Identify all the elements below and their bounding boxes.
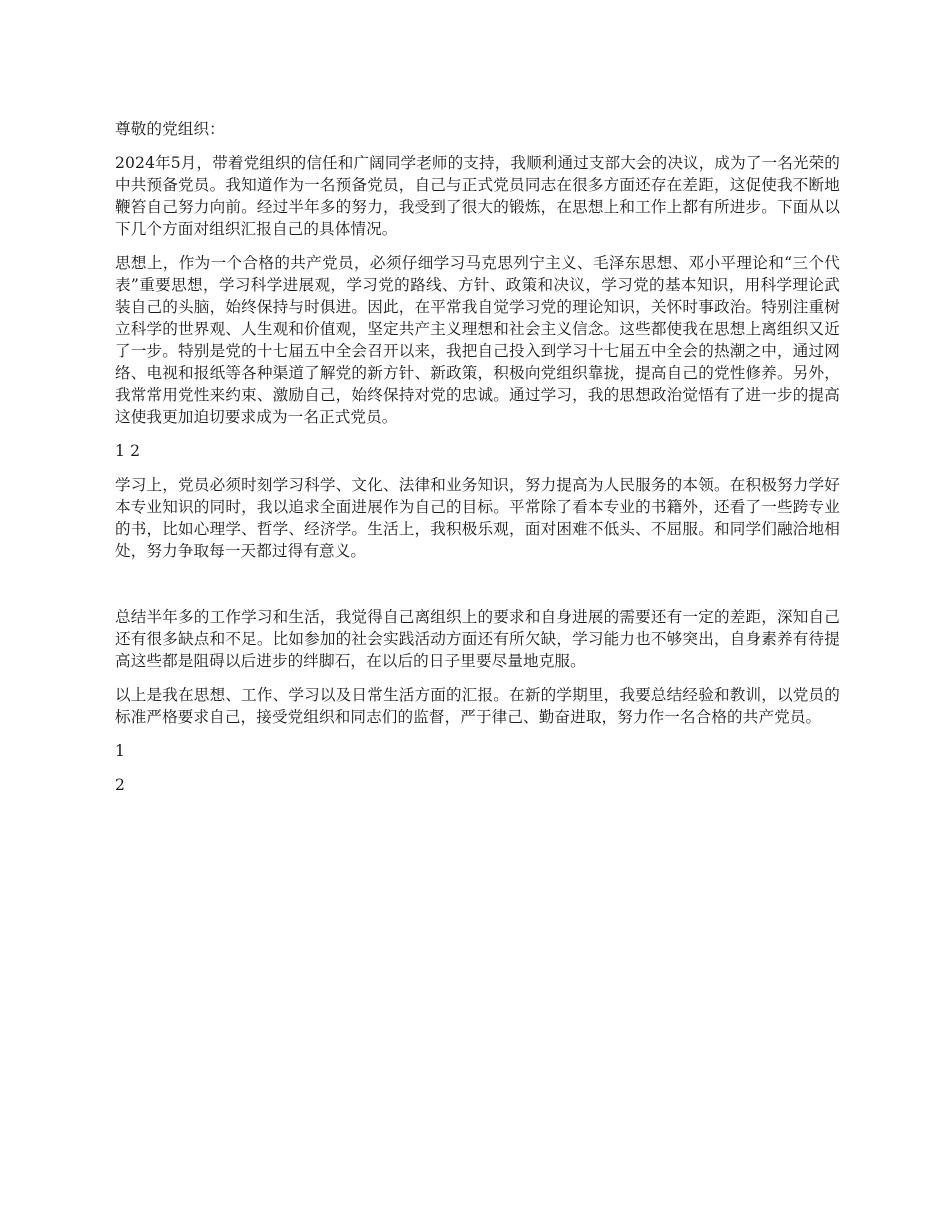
page-marker: 1 2 (115, 442, 141, 460)
page-number-2: 2 (115, 776, 126, 794)
paragraph-intro: 2024年5月，带着党组织的信任和广阔同学老师的支持，我顺利通过支部大会的决议，成为了一名光荣的中共预备党员。我知道作为一名预备党员，自己与正式党员同志在很多方面还存在差距，这促使我不断地鞭笞自己努力向前。经过半年多的努力，我受到了很大的锻炼，在思想上和工作上都有所进步。下面从以下几个方面对组织汇报自己的具体情况。 (115, 154, 840, 238)
paragraph-study-life: 学习上，党员必须时刻学习科学、文化、法律和业务知识，努力提高为人民服务的本领。在积极努力学好本专业知识的同时，我以追求全面进展作为自己的目标。平常除了看本专业的书籍外，还看了一些跨专业的书，比如心理学、哲学、经济学。生活上，我积极乐观，面对困难不低头、不屈服。和同学们融洽地相处，努力争取每一天都过得有意义。 (115, 476, 840, 560)
paragraph-ideology: 思想上，作为一个合格的共产党员，必须仔细学习马克思列宁主义、毛泽东思想、邓小平理论和“三个代表”重要思想，学习科学进展观，学习党的路线、方针、政策和决议，学习党的基本知识，用科学理论武装自己的头脑，始终保持与时俱进。因此，在平常我自觉学习党的理论知识，关怀时事政治。特别注重树立科学的世界观、人生观和价值观，坚定共产主义理想和社会主义信念。这些都使我在思想上离组织又近了一步。特别是党的十七届五中全会召开以来，我把自己投入到学习十七届五中全会的热潮之中，通过网络、电视和报纸等各种渠道了解党的新方针、新政策，积极向党组织靠拢，提高自己的党性修养。另外，我常常用党性来约束、激励自己，始终保持对党的忠诚。通过学习，我的思想政治觉悟有了进一步的提高这使我更加迫切要求成为一名正式党员。 (115, 254, 840, 426)
blank-gap (115, 574, 840, 606)
paragraph-closing: 以上是我在思想、工作、学习以及日常生活方面的汇报。在新的学期里，我要总结经验和教训，以党员的标准严格要求自己，接受党组织和同志们的监督，严于律己、勤奋进取，努力作一名合格的共产党员。 (115, 686, 840, 726)
page-number-1: 1 (115, 742, 126, 760)
salutation: 尊敬的党组织： (115, 120, 225, 138)
document-body (115, 118, 840, 808)
paragraph-summary: 总结半年多的工作学习和生活，我觉得自己离组织上的要求和自身进展的需要还有一定的差距，深知自己还有很多缺点和不足。比如参加的社会实践活动方面还有所欠缺，学习能力也不够突出，自身素养有待提高这些都是阻碍以后进步的绊脚石，在以后的日子里要尽量地克服。 (115, 608, 840, 670)
